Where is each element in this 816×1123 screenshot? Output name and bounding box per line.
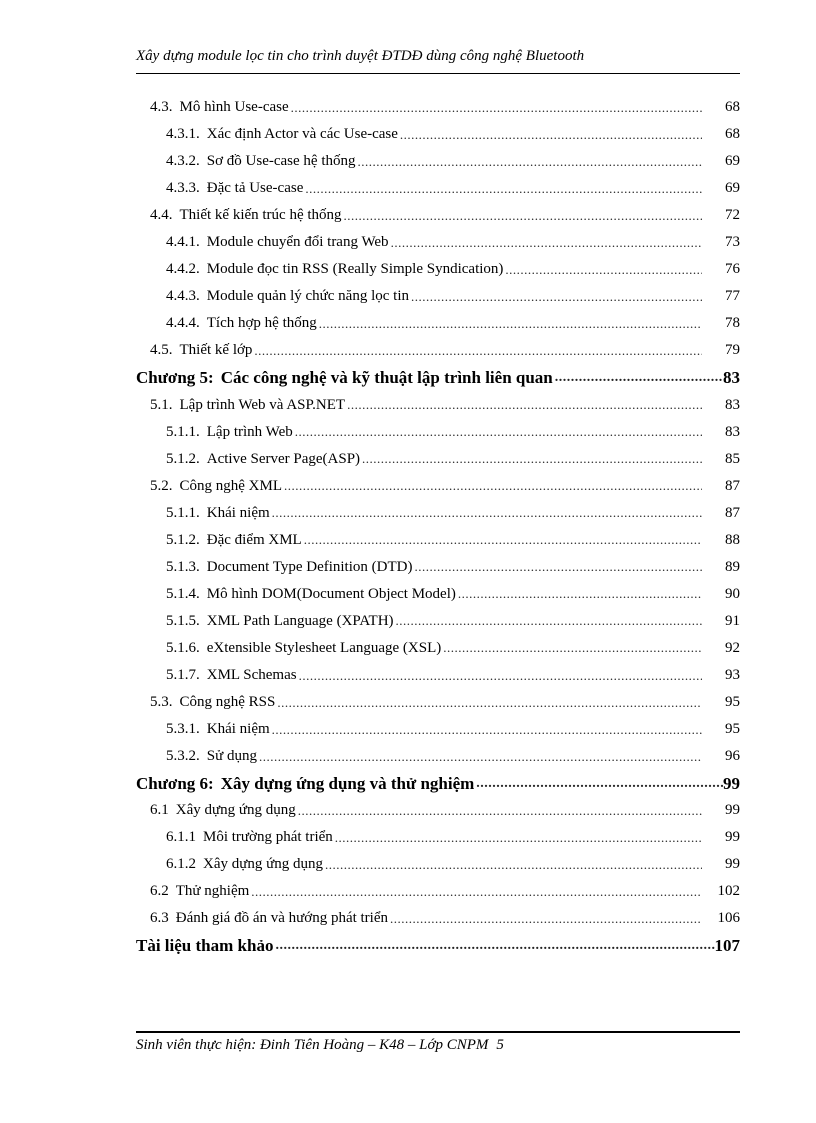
toc-entry-number: 5.1.5. (166, 612, 200, 629)
toc-entry-number: 5.1.3. (166, 558, 200, 575)
toc-dot-leader (299, 668, 702, 684)
toc-entry[interactable] (136, 473, 740, 500)
footer-rule (136, 1031, 740, 1033)
toc-entry[interactable] (136, 716, 740, 743)
toc-dot-leader (414, 559, 702, 575)
toc-entry-title: XML Schemas (206, 667, 297, 683)
toc-entry-title: eXtensible Stylesheet Language (XSL) (206, 639, 442, 656)
toc-entry-page: 93 (725, 667, 740, 683)
toc-entry-page: 99 (723, 773, 740, 793)
toc-entry-title: Tích hợp hệ thống (206, 315, 317, 332)
toc-entry-number: 6.1.2 (166, 856, 196, 873)
toc-entry-title: Tài liệu tham khảo (136, 935, 274, 955)
toc-entry-page: 102 (717, 883, 740, 900)
toc-entry-number: 5.3. (150, 694, 173, 711)
toc-entry-number: 4.4.1. (166, 234, 200, 251)
toc-dot-leader (357, 154, 702, 170)
toc-entry[interactable] (136, 797, 740, 824)
toc-entry-page: 68 (725, 99, 740, 116)
toc-entry-number: 6.2 (150, 883, 169, 900)
toc-entry-title: Lập trình Web và ASP.NET (179, 396, 346, 413)
toc-entry[interactable] (136, 283, 740, 310)
toc-entry-title: Xây dựng ứng dụng và thử nghiệm (220, 773, 475, 793)
toc-entry[interactable] (136, 689, 740, 716)
toc-entry-number: 5.1.2. (166, 450, 200, 467)
toc-entry[interactable] (136, 743, 740, 770)
toc-entry-number: 4.4.4. (166, 315, 200, 332)
toc-entry[interactable] (136, 202, 740, 229)
toc-entry-title: Công nghệ XML (179, 477, 282, 494)
toc-entry[interactable] (136, 446, 740, 473)
toc-entry-number: 5.2. (150, 477, 173, 494)
toc-entry[interactable] (136, 662, 740, 689)
header-rule (136, 73, 740, 74)
toc-entry-page: 85 (725, 450, 740, 467)
toc-entry-number: 6.1 (150, 802, 169, 819)
toc-dot-leader (391, 235, 702, 251)
toc-entry-title: Mô hình Use-case (179, 99, 289, 116)
toc-entry-page: 72 (725, 207, 740, 224)
toc-entry-number: 5.1.7. (166, 667, 200, 683)
toc-entry[interactable] (136, 878, 740, 905)
toc-dot-leader (505, 262, 702, 278)
toc-entry-title: Thử nghiệm (175, 883, 250, 900)
toc-entry-number: 4.3. (150, 99, 173, 116)
toc-entry-page: 99 (725, 802, 740, 819)
toc-entry-number: 4.4.3. (166, 288, 200, 305)
running-footer (136, 1037, 504, 1054)
toc-entry-page: 99 (725, 856, 740, 873)
toc-entry[interactable] (136, 905, 740, 932)
toc-entry-title: Mô hình DOM(Document Object Model) (206, 585, 456, 602)
footer-author: Sinh viên thực hiện: Đinh Tiên Hoàng – K48 – Lớp CNPM (136, 1037, 489, 1053)
toc-entry-page: 77 (725, 288, 740, 305)
toc-entry-number: 6.1.1 (166, 829, 196, 846)
toc-entry[interactable] (136, 527, 740, 554)
toc-dot-leader (362, 451, 702, 467)
toc-entry-title: Active Server Page(ASP) (206, 450, 361, 467)
toc-entry-title: Document Type Definition (DTD) (206, 558, 413, 575)
toc-entry-page: 95 (725, 721, 740, 738)
toc-entry[interactable] (136, 121, 740, 148)
toc-dot-leader (344, 208, 702, 224)
toc-entry-page: 106 (717, 910, 740, 927)
toc-entry[interactable] (136, 554, 740, 581)
toc-entry-page: 96 (725, 748, 740, 765)
toc-entry-number: Chương 5: (136, 367, 214, 387)
toc-entry[interactable] (136, 148, 740, 175)
toc-entry-title: Sơ đồ Use-case hệ thống (206, 153, 356, 170)
toc-entry-page: 92 (725, 639, 740, 656)
toc-entry-page: 73 (725, 234, 740, 251)
toc-dot-leader (304, 532, 702, 548)
toc-dot-leader (305, 181, 702, 197)
table-of-contents (136, 94, 740, 960)
toc-entry[interactable] (136, 824, 740, 851)
toc-entry-number: 5.1.2. (166, 531, 200, 548)
toc-entry-number: 5.1.1. (166, 423, 200, 440)
toc-entry-title: Đặc điểm XML (206, 531, 302, 548)
toc-entry-page: 89 (725, 558, 740, 575)
toc-entry-number: 4.3.3. (166, 180, 200, 197)
toc-dot-leader (390, 911, 702, 927)
toc-entry[interactable] (136, 851, 740, 878)
toc-entry-title: Các công nghệ và kỹ thuật lập trình liên quan (220, 367, 553, 387)
toc-entry-number: 4.3.1. (166, 126, 200, 143)
toc-entry-title: Xác định Actor và các Use-case (206, 126, 398, 143)
toc-entry-page: 90 (725, 585, 740, 602)
toc-entry-page: 78 (725, 315, 740, 332)
toc-entry-title: Module chuyển đổi trang Web (206, 234, 389, 251)
toc-entry-number: 5.1.6. (166, 639, 200, 656)
page-number: 5 (496, 1037, 504, 1053)
toc-entry[interactable] (136, 256, 740, 283)
toc-entry-title: Công nghệ RSS (179, 694, 276, 711)
toc-entry-page: 83 (725, 423, 740, 440)
toc-entry-number: 5.1.1. (166, 504, 200, 521)
toc-entry-title: Lập trình Web (206, 423, 293, 440)
toc-entry[interactable] (136, 500, 740, 527)
toc-entry-page: 107 (714, 935, 740, 955)
toc-dot-leader (272, 722, 702, 738)
toc-entry-title: Xây dựng ứng dụng (203, 856, 323, 873)
toc-entry-page: 87 (725, 477, 740, 494)
toc-entry-page: 87 (725, 504, 740, 521)
toc-entry[interactable] (136, 94, 740, 121)
toc-dot-leader (277, 695, 702, 711)
toc-entry-number: 4.3.2. (166, 153, 200, 170)
toc-dot-leader (319, 316, 702, 332)
toc-entry-number: 4.4.2. (166, 261, 200, 278)
toc-dot-leader (251, 884, 702, 900)
toc-dot-leader (555, 370, 723, 386)
toc-entry-page: 88 (725, 531, 740, 548)
toc-entry[interactable] (136, 635, 740, 662)
toc-entry-page: 68 (725, 126, 740, 143)
toc-entry[interactable] (136, 608, 740, 635)
toc-dot-leader (458, 586, 702, 602)
toc-chapter-entry[interactable] (136, 364, 740, 391)
toc-entry-title: Khái niệm (206, 721, 270, 738)
toc-entry-page: 83 (723, 367, 740, 387)
toc-entry-title: Môi trường phát triển (203, 829, 333, 846)
toc-entry-title: Thiết kế kiến trúc hệ thống (179, 207, 342, 224)
toc-entry-page: 83 (725, 396, 740, 413)
toc-entry-page: 69 (725, 180, 740, 197)
toc-entry-page: 99 (725, 829, 740, 846)
toc-entry-number: 4.5. (150, 342, 173, 359)
toc-dot-leader (476, 776, 723, 792)
toc-chapter-entry[interactable] (136, 770, 740, 797)
toc-dot-leader (335, 830, 702, 846)
toc-entry-page: 95 (725, 694, 740, 711)
toc-dot-leader (291, 100, 702, 116)
toc-dot-leader (396, 613, 702, 629)
toc-entry-title: Module quản lý chức năng lọc tin (206, 288, 410, 305)
toc-entry[interactable] (136, 175, 740, 202)
toc-dot-leader (443, 640, 702, 656)
toc-dot-leader (347, 397, 702, 413)
toc-dot-leader (259, 749, 702, 765)
running-header: Xây dựng module lọc tin cho trình duyệt ĐTDĐ dùng công nghệ Bluetooth (136, 48, 585, 64)
toc-dot-leader (325, 857, 702, 873)
toc-entry-number: 4.4. (150, 207, 173, 224)
toc-dot-leader (284, 478, 702, 494)
toc-dot-leader (295, 424, 702, 440)
toc-entry-title: Sử dụng (206, 748, 257, 765)
toc-entry-page: 76 (725, 261, 740, 278)
toc-entry-number: 5.3.1. (166, 721, 200, 738)
toc-entry-page: 91 (725, 612, 740, 629)
toc-entry-page: 69 (725, 153, 740, 170)
toc-entry-title: XML Path Language (XPATH) (206, 612, 394, 629)
toc-entry-title: Đặc tả Use-case (206, 180, 304, 197)
toc-entry-title: Khái niệm (206, 504, 270, 521)
toc-dot-leader (254, 343, 702, 359)
toc-dot-leader (298, 803, 702, 819)
toc-entry-title: Module đọc tin RSS (Really Simple Syndication) (206, 261, 504, 278)
toc-entry[interactable] (136, 229, 740, 256)
toc-entry[interactable] (136, 310, 740, 337)
toc-entry-number: 6.3 (150, 910, 169, 927)
toc-entry-title: Xây dựng ứng dụng (175, 802, 296, 819)
toc-entry-number: Chương 6: (136, 773, 214, 793)
toc-entry-number: 5.1. (150, 396, 173, 413)
toc-entry[interactable] (136, 419, 740, 446)
toc-entry[interactable] (136, 337, 740, 364)
toc-entry-title: Đánh giá đồ án và hướng phát triển (175, 910, 389, 927)
toc-entry[interactable] (136, 392, 740, 419)
toc-chapter-entry[interactable] (136, 932, 740, 959)
toc-entry[interactable] (136, 581, 740, 608)
toc-entry-number: 5.3.2. (166, 748, 200, 765)
toc-dot-leader (411, 289, 702, 305)
toc-entry-number: 5.1.4. (166, 585, 200, 602)
toc-dot-leader (400, 127, 702, 143)
toc-entry-page: 79 (725, 342, 740, 359)
toc-dot-leader (275, 938, 714, 954)
toc-dot-leader (272, 505, 702, 521)
toc-entry-title: Thiết kế lớp (179, 342, 253, 359)
